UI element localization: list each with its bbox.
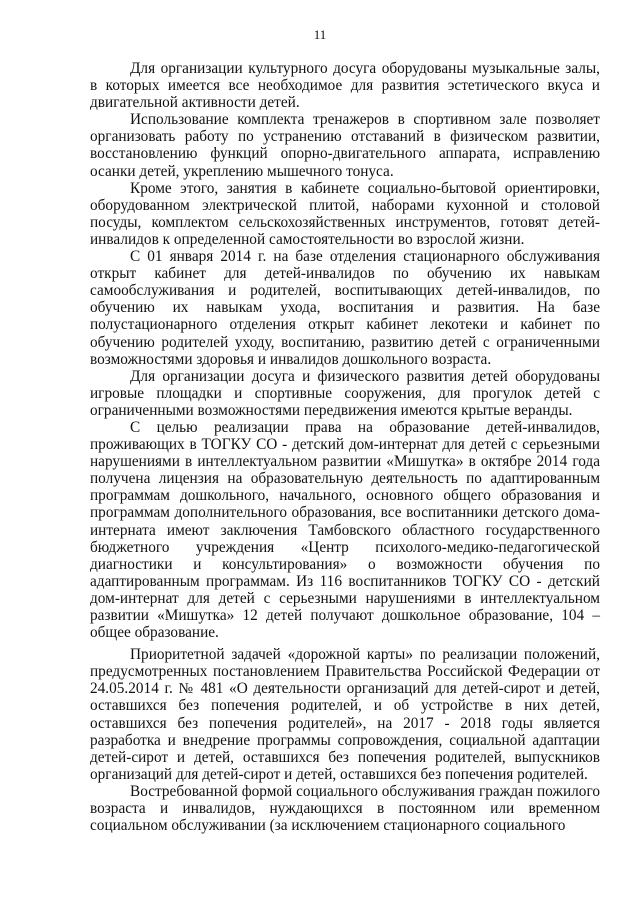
paragraph-social-services: Востребованной формой социального обслуживания граждан пожилого возраста и инвалидов, нуждающихся в постоянном или временном социальном обслуживании (за исключением стационарного социального (90, 782, 600, 835)
paragraph-gym-equipment: Использование комплекта тренажеров в спортивном зале позволяет организовать работу по устранению отставаний в физическом развитии, восстановлению функций опорно-двигательного аппарата, исправлению осанки детей, укреплению мышечного тонуса. (90, 111, 600, 180)
paragraph-roadmap-priority: Приоритетной задачей «дорожной карты» по реализации положений, предусмотренных постановлением Правительства Российской Федерации от 24.05.2014 г. № 481 «О деятельности организаций для детей-сирот и детей, оставшихся без попечения родителей, и об устройстве в них детей, оставшихся без попечения родителей», на 2017 - 2018 годы является разработка и внедрение программы сопровождения, социальной адаптации детей-сирот и детей, оставшихся без попечения родителей, выпускников организаций для детей-сирот и детей, оставшихся без попечения родителей. (90, 646, 600, 783)
document-body (90, 60, 600, 834)
page-number: 11 (313, 27, 327, 42)
paragraph-playgrounds: Для организации досуга и физического развития детей оборудованы игровые площадки и спортивные сооружения, для прогулок детей с ограниченными возможностями передвижения имеются крытые веранды. (90, 367, 600, 419)
paragraph-social-orientation: Кроме этого, занятия в кабинете социально-бытовой ориентировки, оборудованном электрической плитой, наборами кухонной и столовой посуды, комплектом сельскохозяйственных инструментов, готовят детей-инвалидов к определенной самостоятельности во взрослой жизни. (90, 179, 600, 248)
paragraph-self-care-cabinet: С 01 января 2014 г. на базе отделения стационарного обслуживания открыт кабинет для детей-инвалидов по обучению их навыкам самообслуживания и родителей, воспитывающих детей-инвалидов, по обучению их навыкам ухода, воспитания и развития. На базе полустационарного отделения открыт кабинет лекотеки и кабинет по обучению родителей уходу, воспитанию, развитию детей с ограниченными возможностями здоровья и инвалидов дошкольного возраста. (90, 248, 600, 368)
paragraph-education-license: С целью реализации права на образование детей-инвалидов, проживающих в ТОГКУ СО - детский дом-интернат для детей с серьезными нарушениями в интеллектуальном развитии «Мишутка» в октябре 2014 года получена лицензия на образовательную деятельность по адаптированным программам дошкольного, начального, основного общего образования и программам дополнительного образования, все воспитанники детского дома-интерната имеют заключения Тамбовского областного государственного бюджетного учреждения «Центр психолого-медико-педагогической диагностики и консультирования» о возможности обучения по адаптированным программам. Из 116 воспитанников ТОГКУ СО - детский дом-интернат для детей с серьезными нарушениями в интеллектуальном развитии «Мишутка» 12 детей получают дошкольное образование, 104 – общее образование. (90, 418, 600, 642)
paragraph-music-halls: Для организации культурного досуга оборудованы музыкальные залы, в которых имеется все необходимое для развития эстетического вкуса и двигательной активности детей. (90, 60, 600, 112)
